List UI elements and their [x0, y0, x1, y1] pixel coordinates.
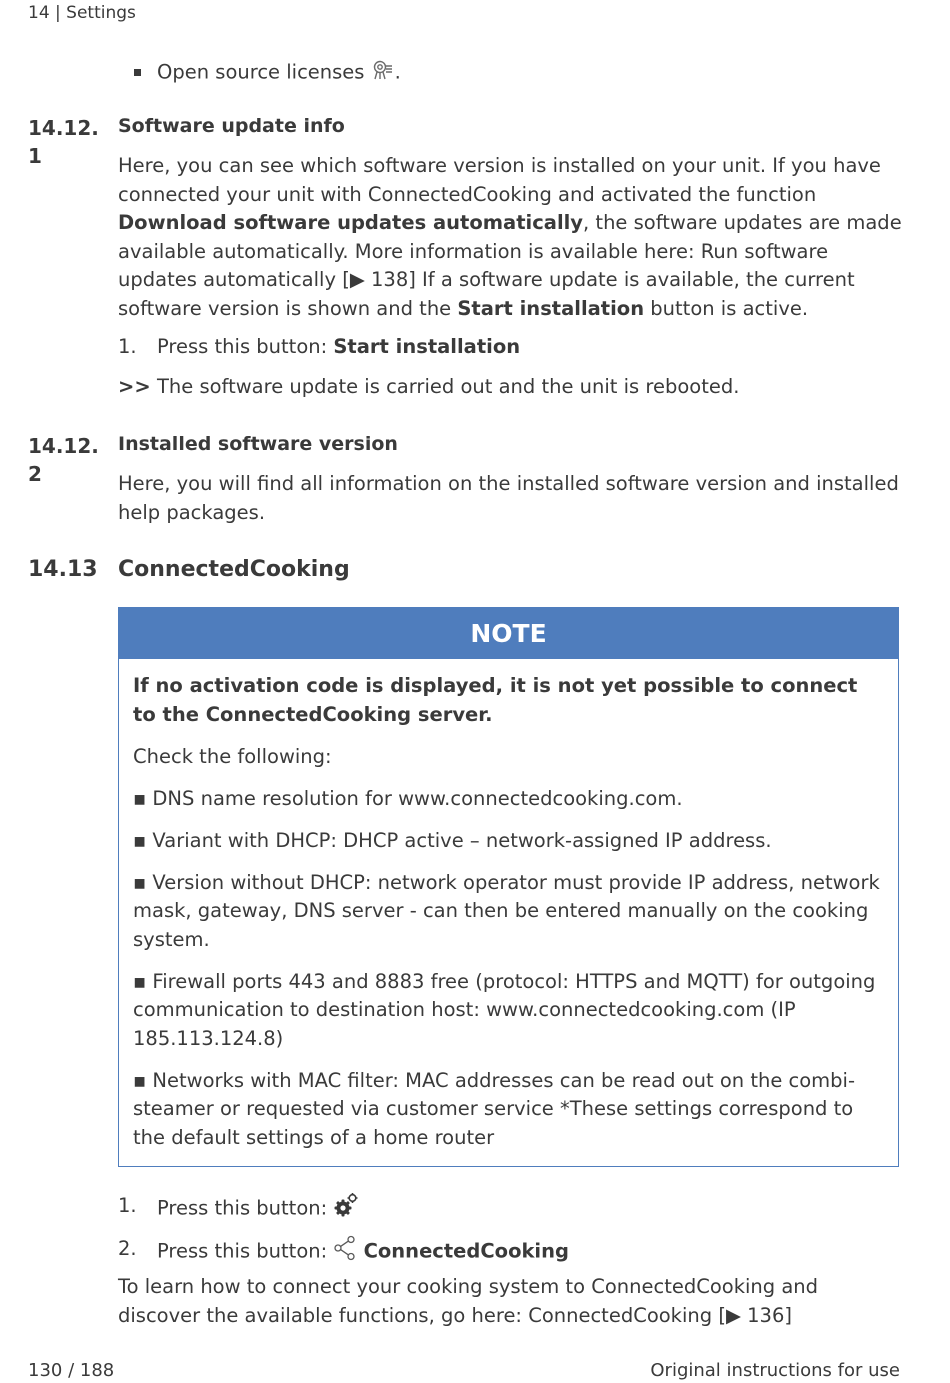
step-2-connectedcooking: [118, 1235, 718, 1265]
section-number-14-12-1-b: 1: [28, 144, 42, 168]
step-text: Press this button:: [157, 335, 334, 358]
section-number-14-13: 14.13: [28, 557, 98, 582]
result-line: [118, 373, 878, 403]
result-marker: >>: [118, 375, 151, 398]
step-number: 1.: [118, 335, 137, 358]
share-icon[interactable]: [333, 1235, 357, 1269]
open-source-licenses-item: [157, 58, 401, 88]
step-1-settings: [118, 1192, 618, 1222]
note-box: [118, 607, 899, 1167]
para-bold-start-installation: Start installation: [457, 296, 645, 320]
outro-text-b: ]: [784, 1303, 792, 1327]
section-title-software-update-info: Software update info: [118, 115, 345, 137]
footer-doc-title: Original instructions for use: [650, 1360, 900, 1381]
para-text-a: Here, you can see which software version is installed on your unit. If you have connected your unit with ConnectedCooking and activated the function: [118, 154, 881, 206]
section-title-installed-software-version: Installed software version: [118, 433, 398, 455]
step-number: 2.: [118, 1237, 137, 1260]
note-item-mac-filter: ▪ Networks with MAC filter: MAC addresses can be read out on the combi-steamer or requested via customer service *These settings correspond to the default settings of a home router: [133, 1068, 855, 1149]
note-item-dns: ▪ DNS name resolution for www.connectedcooking.com.: [133, 786, 683, 810]
software-update-paragraph: [118, 152, 903, 323]
note-body: [133, 672, 883, 1152]
triangle-right-icon: ▶: [349, 268, 372, 291]
section-number-14-12-2-b: 2: [28, 462, 42, 486]
cross-ref-link-138[interactable]: 138: [371, 268, 409, 291]
page-number: 130 / 188: [28, 1360, 115, 1381]
step-1-start-installation: [118, 333, 818, 363]
outro-text-a: To learn how to connect your cooking system to ConnectedCooking and discover the available functions, go here: ConnectedCooking [: [118, 1275, 819, 1327]
connectedcooking-outro: [118, 1273, 903, 1330]
open-source-licenses-label: Open source licenses: [157, 60, 365, 84]
triangle-right-icon: ▶: [725, 1303, 748, 1327]
para-text-c: ] If a software update is available, the current software version is shown and the: [118, 268, 855, 320]
section-number-14-12-2-a: 14.12.: [28, 434, 99, 458]
note-item-no-dhcp: ▪ Version without DHCP: network operator must provide IP address, network mask, gateway, DNS server - can then be entered manually on the cooking system.: [133, 870, 880, 951]
step-number: 1.: [118, 1194, 137, 1217]
section-number-14-12-1-a: 14.12.: [28, 116, 99, 140]
note-item-dhcp: ▪ Variant with DHCP: DHCP active – network-assigned IP address.: [133, 828, 772, 852]
step-text: Press this button:: [157, 1239, 328, 1263]
gears-icon[interactable]: [333, 1192, 359, 1226]
page-header: 14 | Settings: [28, 3, 136, 23]
note-lead: If no activation code is displayed, it is not yet possible to connect to the ConnectedCooking server.: [133, 674, 858, 726]
step-bold-connectedcooking[interactable]: ConnectedCooking: [363, 1239, 569, 1263]
license-icon: [371, 58, 395, 88]
bullet-marker: [134, 69, 141, 76]
note-item-firewall: ▪ Firewall ports 443 and 8883 free (protocol: HTTPS and MQTT) for outgoing communication to destination host: www.connectedcooking.com (IP 185.113.124.8): [133, 969, 876, 1050]
step-bold-start-installation: Start installation: [333, 335, 521, 358]
note-check-label: Check the following:: [133, 744, 332, 768]
para-text-d: button is active.: [644, 296, 809, 320]
installed-version-paragraph: Here, you will find all information on the installed software version and installed help packages.: [118, 472, 899, 524]
note-heading: NOTE: [119, 608, 898, 659]
result-text: The software update is carried out and the unit is rebooted.: [157, 375, 740, 398]
para-text-b: , the software updates are made available automatically. More information is available here: Run software updates automatically [: [118, 211, 902, 291]
open-source-licenses-trail: .: [394, 60, 401, 84]
section-title-connectedcooking: ConnectedCooking: [118, 557, 350, 582]
cross-ref-link-136[interactable]: 136: [747, 1303, 785, 1327]
step-text: Press this button:: [157, 1196, 328, 1220]
para-bold-download-updates: Download software updates automatically: [118, 211, 584, 234]
